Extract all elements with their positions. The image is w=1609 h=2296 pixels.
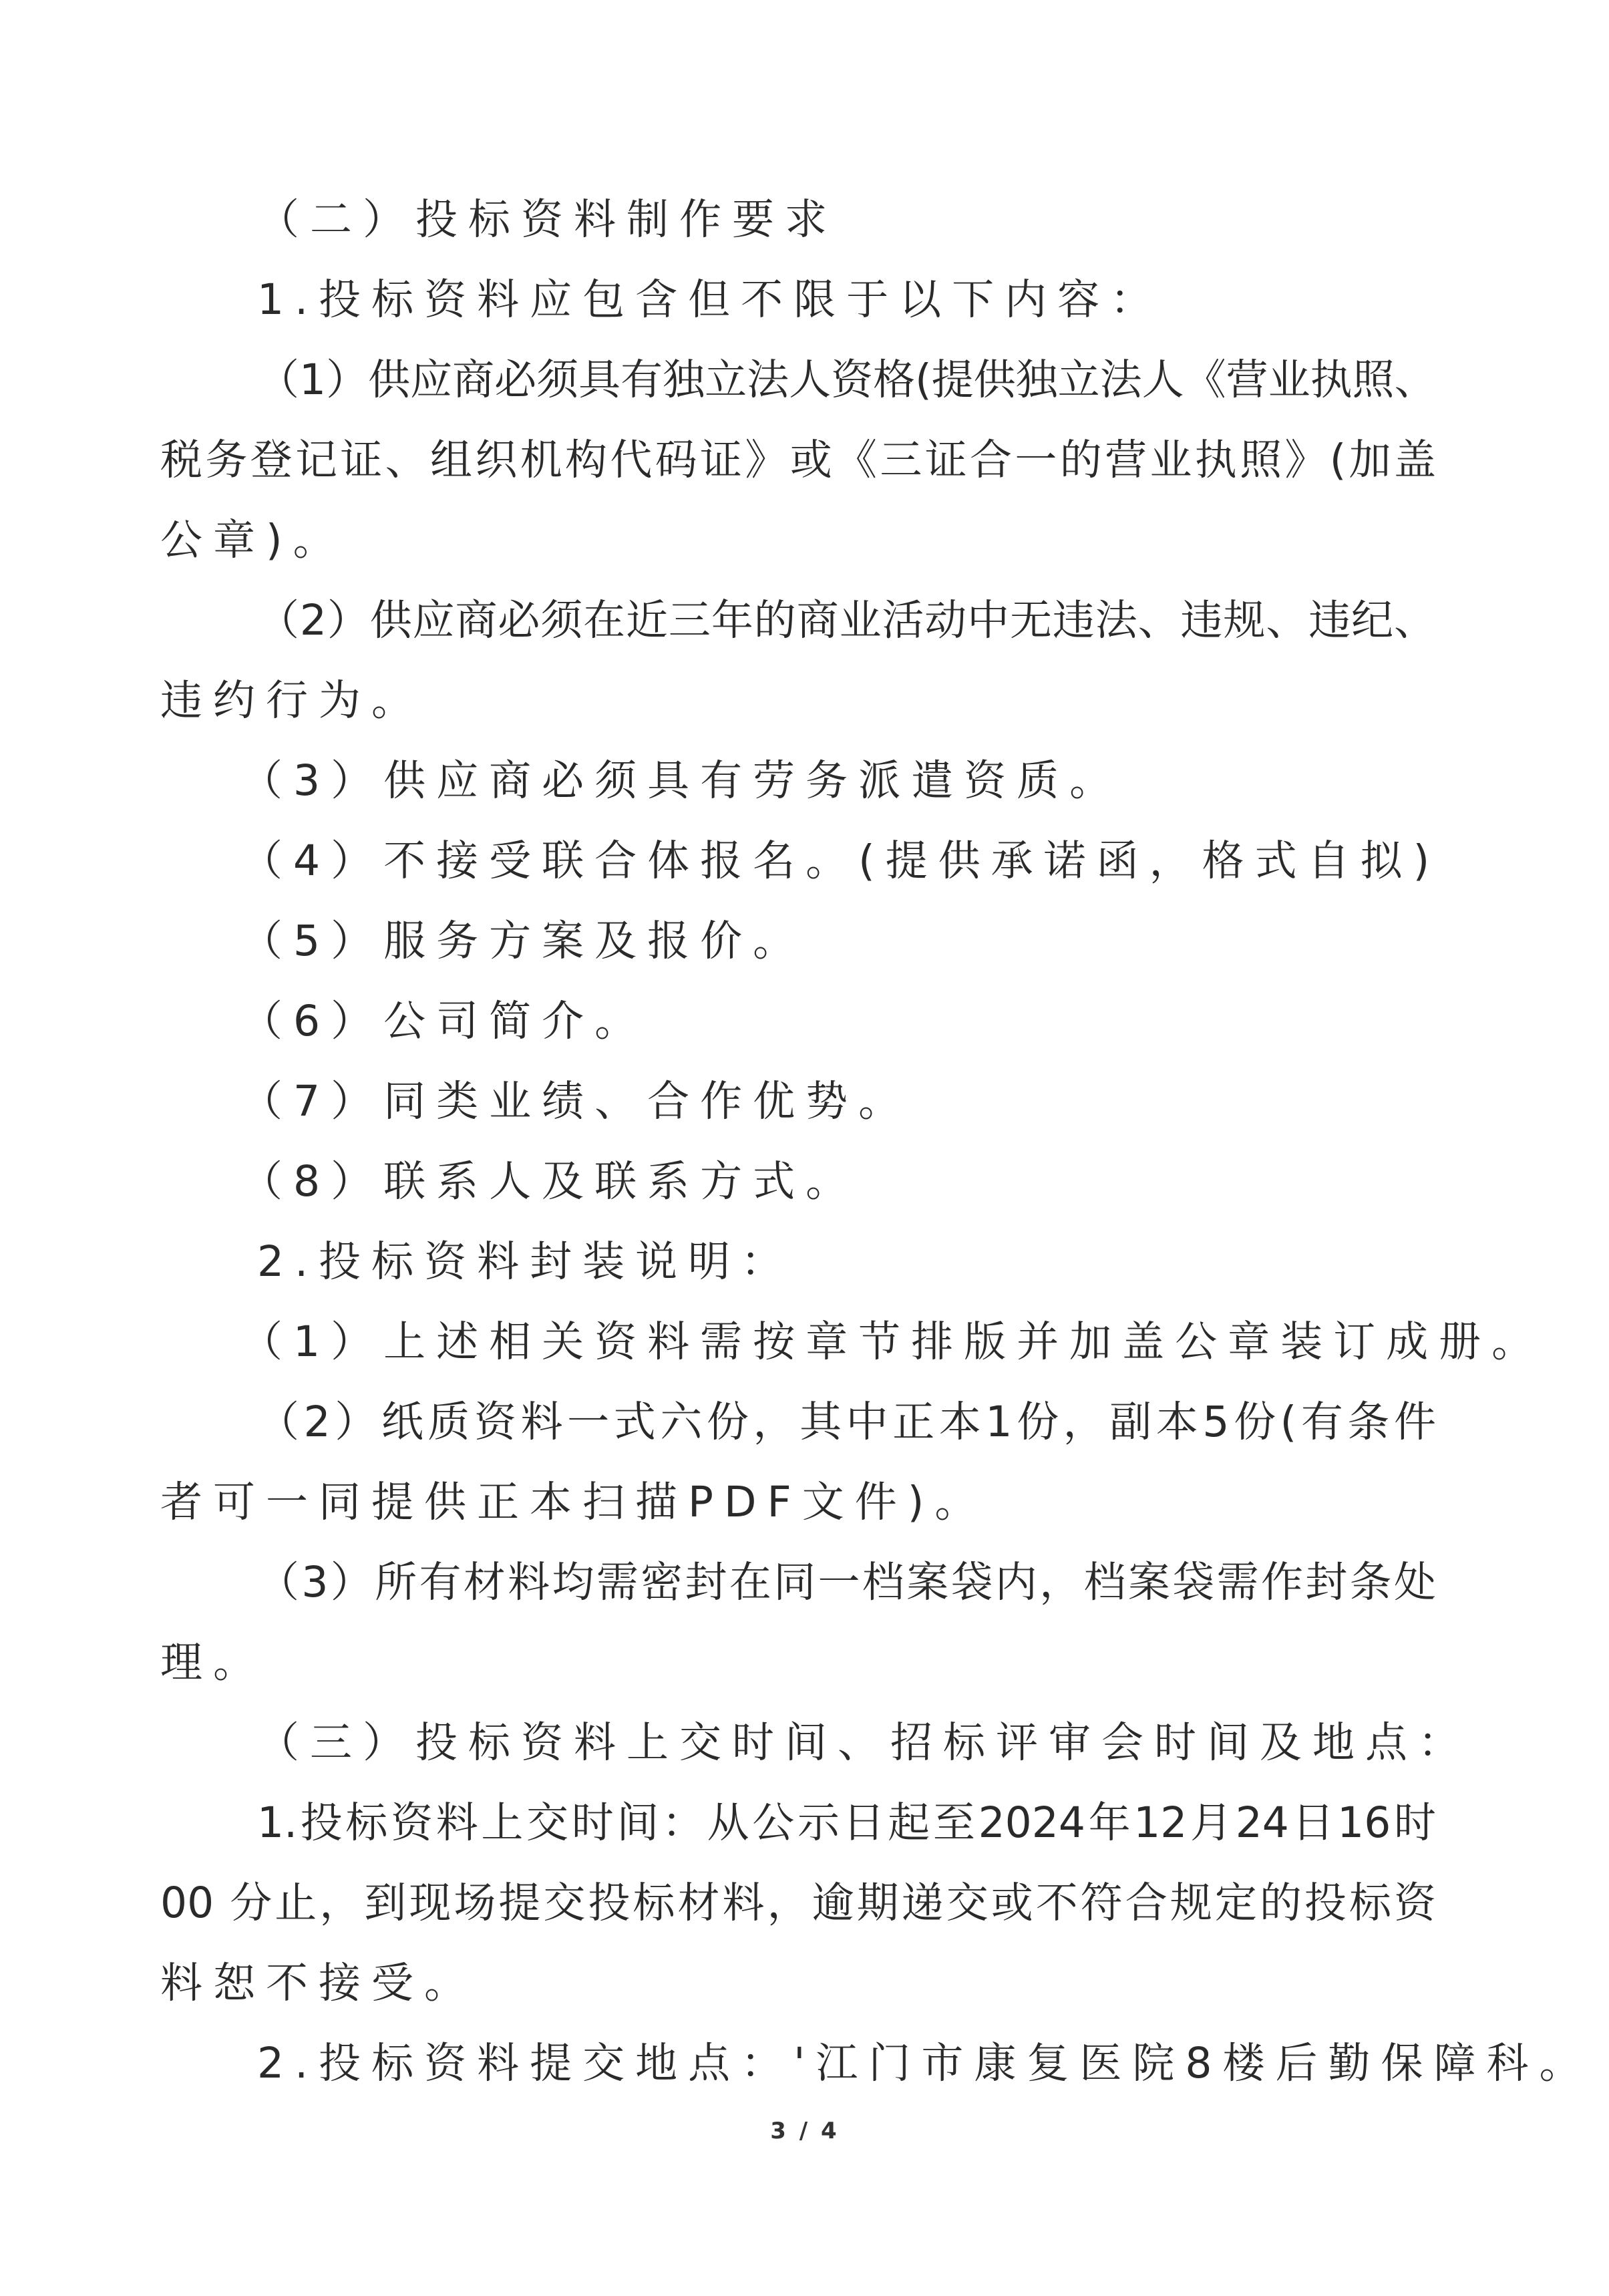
paragraph-line: （1）供应商必须具有独立法人资格(提供独立法人《营业执照、 xyxy=(257,355,1437,404)
list-item: （3）供应商必须具有劳务派遣资质。 xyxy=(240,756,1123,805)
paragraph-line: 00 分止，到现场提交投标材料，逾期递交或不符合规定的投标资 xyxy=(160,1878,1436,1927)
section-heading-3: （三）投标资料上交时间、招标评审会时间及地点： xyxy=(257,1718,1471,1767)
paragraph-line: 理。 xyxy=(160,1638,266,1687)
paragraph-line: 2.投标资料提交地点：'江门市康复医院8楼后勤保障科。 xyxy=(257,2039,1592,2088)
paragraph-line: （2）纸质资料一式六份，其中正本1份，副本5份(有条件 xyxy=(257,1398,1436,1446)
paragraph-line: 料恕不接受。 xyxy=(160,1959,477,2007)
paragraph-line: 公章)。 xyxy=(160,516,346,564)
list-item: （1）上述相关资料需按章节排版并加盖公章装订成册。 xyxy=(240,1317,1545,1366)
list-item: （8）联系人及联系方式。 xyxy=(240,1157,859,1206)
paragraph-line: 违约行为。 xyxy=(160,676,424,725)
paragraph-2-heading: 2.投标资料封装说明： xyxy=(257,1237,794,1286)
page-number: 3 / 4 xyxy=(770,2118,840,2144)
section-heading-2: （二）投标资料制作要求 xyxy=(257,195,838,244)
paragraph-line: （2）供应商必须在近三年的商业活动中无违法、违规、违纪、 xyxy=(257,596,1436,645)
list-item: （4）不接受联合体报名。(提供承诺函，格式自拟) xyxy=(240,836,1441,885)
list-item: （6）公司简介。 xyxy=(240,997,648,1045)
paragraph-line: 税务登记证、组织机构代码证》或《三证合一的营业执照》(加盖 xyxy=(160,436,1436,484)
paragraph-1-heading: 1.投标资料应包含但不限于以下内容： xyxy=(257,275,1164,324)
paragraph-line: 1.投标资料上交时间：从公示日起至2024年12月24日16时 xyxy=(257,1798,1436,1847)
paragraph-line: 者可一同提供正本扫描PDF文件)。 xyxy=(160,1478,988,1526)
list-item: （5）服务方案及报价。 xyxy=(240,917,806,965)
list-item: （7）同类业绩、合作优势。 xyxy=(240,1077,912,1126)
paragraph-line: （3）所有材料均需密封在同一档案袋内，档案袋需作封条处 xyxy=(257,1558,1436,1607)
